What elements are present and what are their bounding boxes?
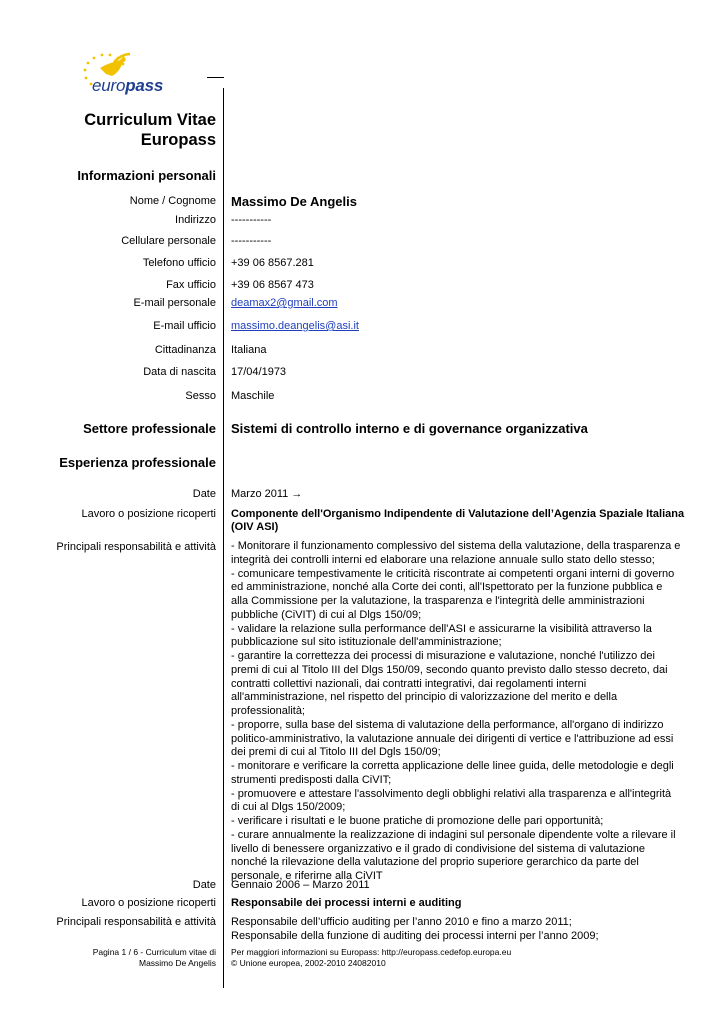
value-name: Massimo De Angelis	[231, 194, 357, 209]
value-job1-role-line1: Componente dell'Organismo Indipendente di Valutazione dell’Agenzia Spaziale Italiana	[231, 508, 685, 520]
label-email-office: E-mail ufficio	[153, 320, 216, 332]
label-job1-role: Lavoro o posizione ricoperti	[81, 508, 216, 520]
label-job2-resp: Principali responsabilità e attività	[56, 916, 216, 928]
footer-right-line2: © Unione europea, 2002-2010 24082010	[231, 958, 386, 968]
section-personal: Informazioni personali	[77, 168, 216, 183]
label-sex: Sesso	[185, 390, 216, 402]
logo-text-suffix: pass	[125, 76, 164, 95]
label-email-personal: E-mail personale	[133, 297, 216, 309]
label-mobile: Cellulare personale	[121, 235, 216, 247]
value-fax: +39 06 8567 473	[231, 279, 314, 291]
value-job1-resp: - Monitorare il funzionamento complessivo del sistema della valutazione, della trasparenza e integrità dei controlli interni ed elaborare una relazione annuale sullo stato dello stesso; - comunicare tempestivamente le criticità riscontrate ai competenti organi interni di governo ed amministrazione, nonché alla Corte dei conti, all'Ispettorato per la funzione pubblica e alla Commissione per la valutazione, la trasparenza e l'integrità delle amministrazioni pubbliche (CiVIT) di cui al Dlgs 150/09; - validare la relazione sulla performance dell'ASI e assicurarne la visibilità attraverso la pubblicazione sul sito istituzionale dell'amministrazione; - garantire la correttezza dei processi di misurazione e valutazione, nonché l'utilizzo dei premi di cui al Titolo III del Dlgs 150/09, secondo quanto previsto dallo stesso decreto, dai contratti collettivi nazionali, dai contratti integrativi, dai regolamenti interni all'amministrazione, nel rispetto del principio di valorizzazione del merito e della professionalità; - proporre, sulla base del sistema di valutazione della performance, all'organo di indirizzo politico-amministrativo, la valutazione annuale dei dirigenti di vertice e l'attribuzione ad essi dei premi di cui al Titolo III del Dgls 150/09; - monitorare e verificare la corretta applicazione delle linee guida, delle metodologie e degli strumenti predisposti dalla CiVIT; - promuovere e attestare l'assolvimento degli obblighi relativi alla trasparenza e all'integrità di cui al Dlgs 150/2009; - verificare i risultati e le buone pratiche di promozione delle pari opportunità; - curare annualmente la realizzazione di indagini sul personale dipendente volte a rilevare il livello di benessere organizzativo e il grado di condivisione del sistema di valutazione nonché la rilevazione della valutazione del proprio superiore gerarchico da parte del personale, e riferirne alla CiVIT	[231, 540, 681, 882]
label-job1-date: Date	[192, 488, 216, 500]
column-divider	[223, 88, 224, 988]
value-office-phone: +39 06 8567.281	[231, 257, 314, 269]
section-experience: Esperienza professionale	[59, 455, 216, 470]
logo-text-prefix: euro	[92, 76, 126, 95]
label-name: Nome / Cognome	[129, 195, 216, 207]
footer-left-line2: Massimo De Angelis	[138, 958, 216, 968]
label-job2-role: Lavoro o posizione ricoperti	[81, 897, 216, 909]
value-sex: Maschile	[231, 390, 275, 402]
value-job2-role: Responsabile dei processi interni e auditing	[231, 897, 462, 909]
value-sector: Sistemi di controllo interno e di governance organizzativa	[231, 421, 588, 436]
email-personal-link[interactable]: deamax2@gmail.com	[231, 297, 338, 309]
label-job2-date: Date	[192, 879, 216, 891]
footer-right-line1: Per maggiori informazioni su Europass: http://europass.cedefop.europa.eu	[231, 947, 512, 957]
value-job1-role-line2: (OIV ASI)	[231, 521, 279, 533]
value-job2-resp-line2: Responsabile della funzione di auditing dei processi interni per l’anno 2009;	[231, 930, 599, 942]
value-birthdate: 17/04/1973	[231, 366, 287, 378]
value-citizenship: Italiana	[231, 344, 267, 356]
label-citizenship: Cittadinanza	[154, 344, 216, 356]
footer-page-info	[93, 947, 216, 969]
title-line2: Europass	[140, 131, 216, 149]
value-job2-resp-line1: Responsabile dell’ufficio auditing per l’anno 2010 e fino a marzo 2011;	[231, 916, 572, 928]
label-address: Indirizzo	[175, 214, 216, 226]
value-job1-date: Marzo 2011 →	[231, 488, 303, 500]
value-mobile: -----------	[231, 235, 272, 247]
value-job2-date: Gennaio 2006 – Marzo 2011	[231, 879, 370, 891]
title-line1: Curriculum Vitae	[84, 111, 216, 129]
label-birthdate: Data di nascita	[143, 366, 216, 378]
value-address: -----------	[231, 214, 272, 226]
label-office-phone: Telefono ufficio	[142, 257, 216, 269]
divider-top	[207, 77, 224, 78]
footer-info	[231, 947, 511, 969]
europass-wordmark	[92, 76, 163, 96]
email-office-link[interactable]: massimo.deangelis@asi.it	[231, 320, 359, 332]
footer-left-line1: Pagina 1 / 6 - Curriculum vitae di	[92, 947, 216, 957]
label-fax: Fax ufficio	[166, 279, 216, 291]
label-job1-resp: Principali responsabilità e attività	[56, 541, 216, 553]
section-sector: Settore professionale	[83, 421, 216, 436]
